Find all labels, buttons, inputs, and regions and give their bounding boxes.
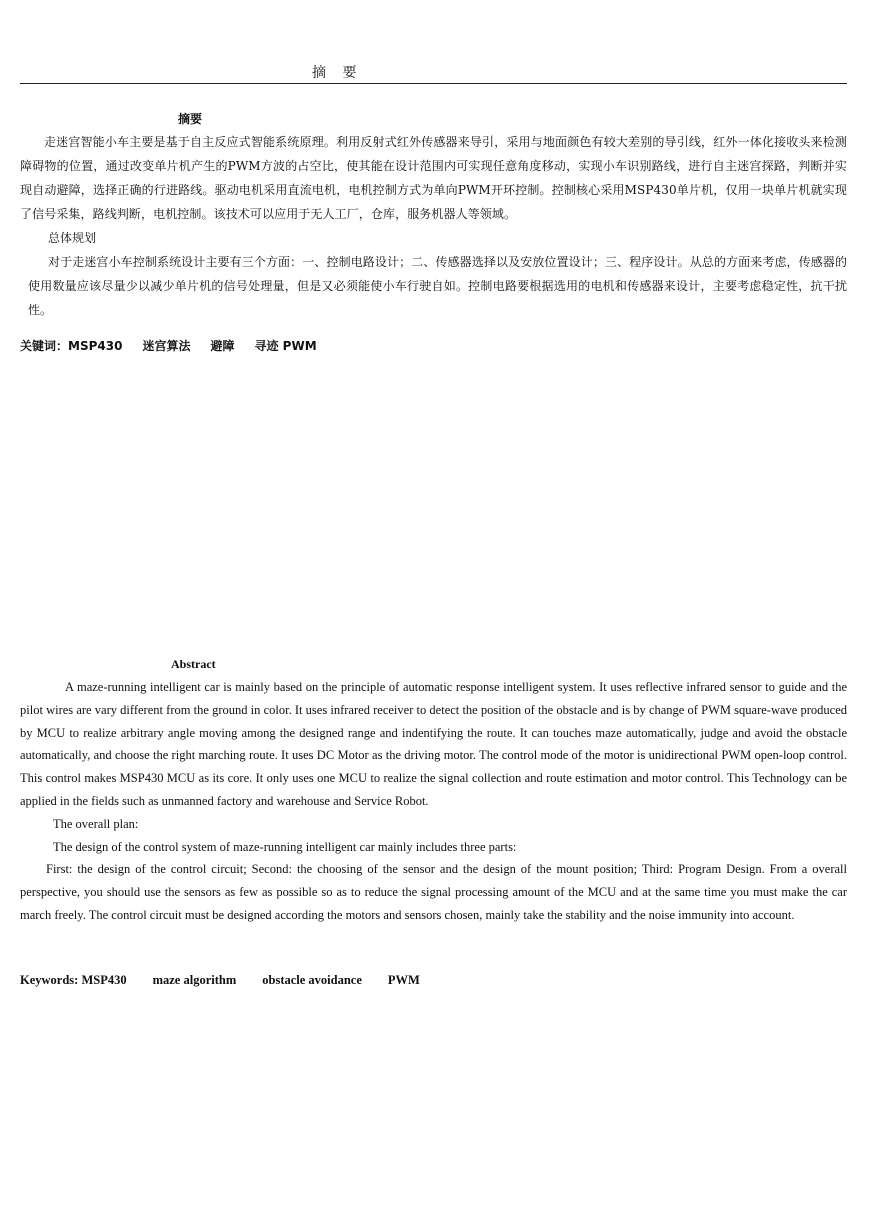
chinese-abstract-paragraph: 走迷宫智能小车主要是基于自主反应式智能系统原理。利用反射式红外传感器来导引，采用与地面颜色有较大差别的导引线，红外一体化接收头来检测障碍物的位置，通过改变单片机产生的PWM方波的占空比，使其能在设计范围内可实现任意角度移动，实现小车识别路线，进行自主迷宫探路，判断并实现自动避障，选择正确的行进路线。驱动电机采用直流电机，电机控制方式为单向PWM开环控制。控制核心采用MSP430单片机，仅用一块单片机就实现了信号采集，路线判断，电机控制。该技术可以应用于无人工厂，仓库，服务机器人等领域。 (20, 135, 847, 221)
chinese-abstract-section (20, 108, 847, 322)
chinese-keywords (20, 337, 317, 354)
english-abstract-title: Abstract (171, 657, 216, 671)
english-overall-plan-subtitle: The overall plan: (53, 816, 139, 831)
chinese-keyword: MSP430 (68, 339, 123, 353)
english-keyword: MSP430 (81, 973, 127, 987)
chinese-keyword: 迷宫算法 (142, 339, 191, 353)
chinese-overall-plan-paragraph: 对于走迷宫小车控制系统设计主要有三个方面：一、控制电路设计；二、传感器选择以及安放位置设计；三、程序设计。从总的方面来考虑，传感器的使用数量应该尽量少以减少单片机的信号处理量，但是又必须能使小车行驶自如。控制电路要根据选用的电机和传感器来设计，主要考虑稳定性，抗干扰性。 (28, 255, 847, 317)
english-overall-plan-paragraph: First: the design of the control circuit; Second: the choosing of the sensor and the design of the mount position; Third: Program Design. From a overall perspective, you should use the sensors as few as possible so as to reduce the signal processing amount of the MCU and at the same time you must make the car march freely. The control circuit must be designed according the motors and sensors chosen, mainly take the stability and the noise immunity into account. (20, 862, 847, 922)
english-keyword: maze algorithm (152, 973, 237, 987)
english-keyword: obstacle avoidance (262, 973, 362, 987)
english-overall-plan-intro: The design of the control system of maze-running intelligent car mainly includes three parts: (53, 839, 517, 854)
chinese-abstract-title: 摘要 (178, 112, 203, 126)
page-header-title: 摘 要 (312, 65, 363, 81)
english-abstract-paragraph: A maze-running intelligent car is mainly based on the principle of automatic response intelligent system. It uses reflective infrared sensor to guide and the pilot wires are vary different from the ground in color. It uses infrared receiver to detect the position of the obstacle and is by change of PWM square-wave produced by MCU to realize arbitrary angle moving among the designed range and indentifying the route. It can touches maze automatically, judge and avoid the obstacle automatically, and choose the right marching route. It uses DC Motor as the driving motor. The control mode of the motor is unidirectional PWM open-loop control. This control makes MSP430 MCU as its core. It only uses one MCU to realize the signal collection and route estimation and motor control. This Technology can be applied in the fields such as unmanned factory and warehouse and Service Robot. (20, 680, 847, 808)
chinese-keyword: 寻迹 PWM (254, 339, 317, 353)
english-keywords (20, 973, 420, 988)
english-abstract-section (20, 653, 847, 927)
chinese-keywords-label: 关键词： (20, 339, 69, 353)
chinese-overall-plan-subtitle: 总体规划 (48, 231, 97, 245)
english-keywords-label: Keywords: (20, 973, 82, 987)
page-header (20, 60, 847, 84)
english-keyword: PWM (387, 973, 420, 987)
chinese-keyword: 避障 (210, 339, 235, 353)
